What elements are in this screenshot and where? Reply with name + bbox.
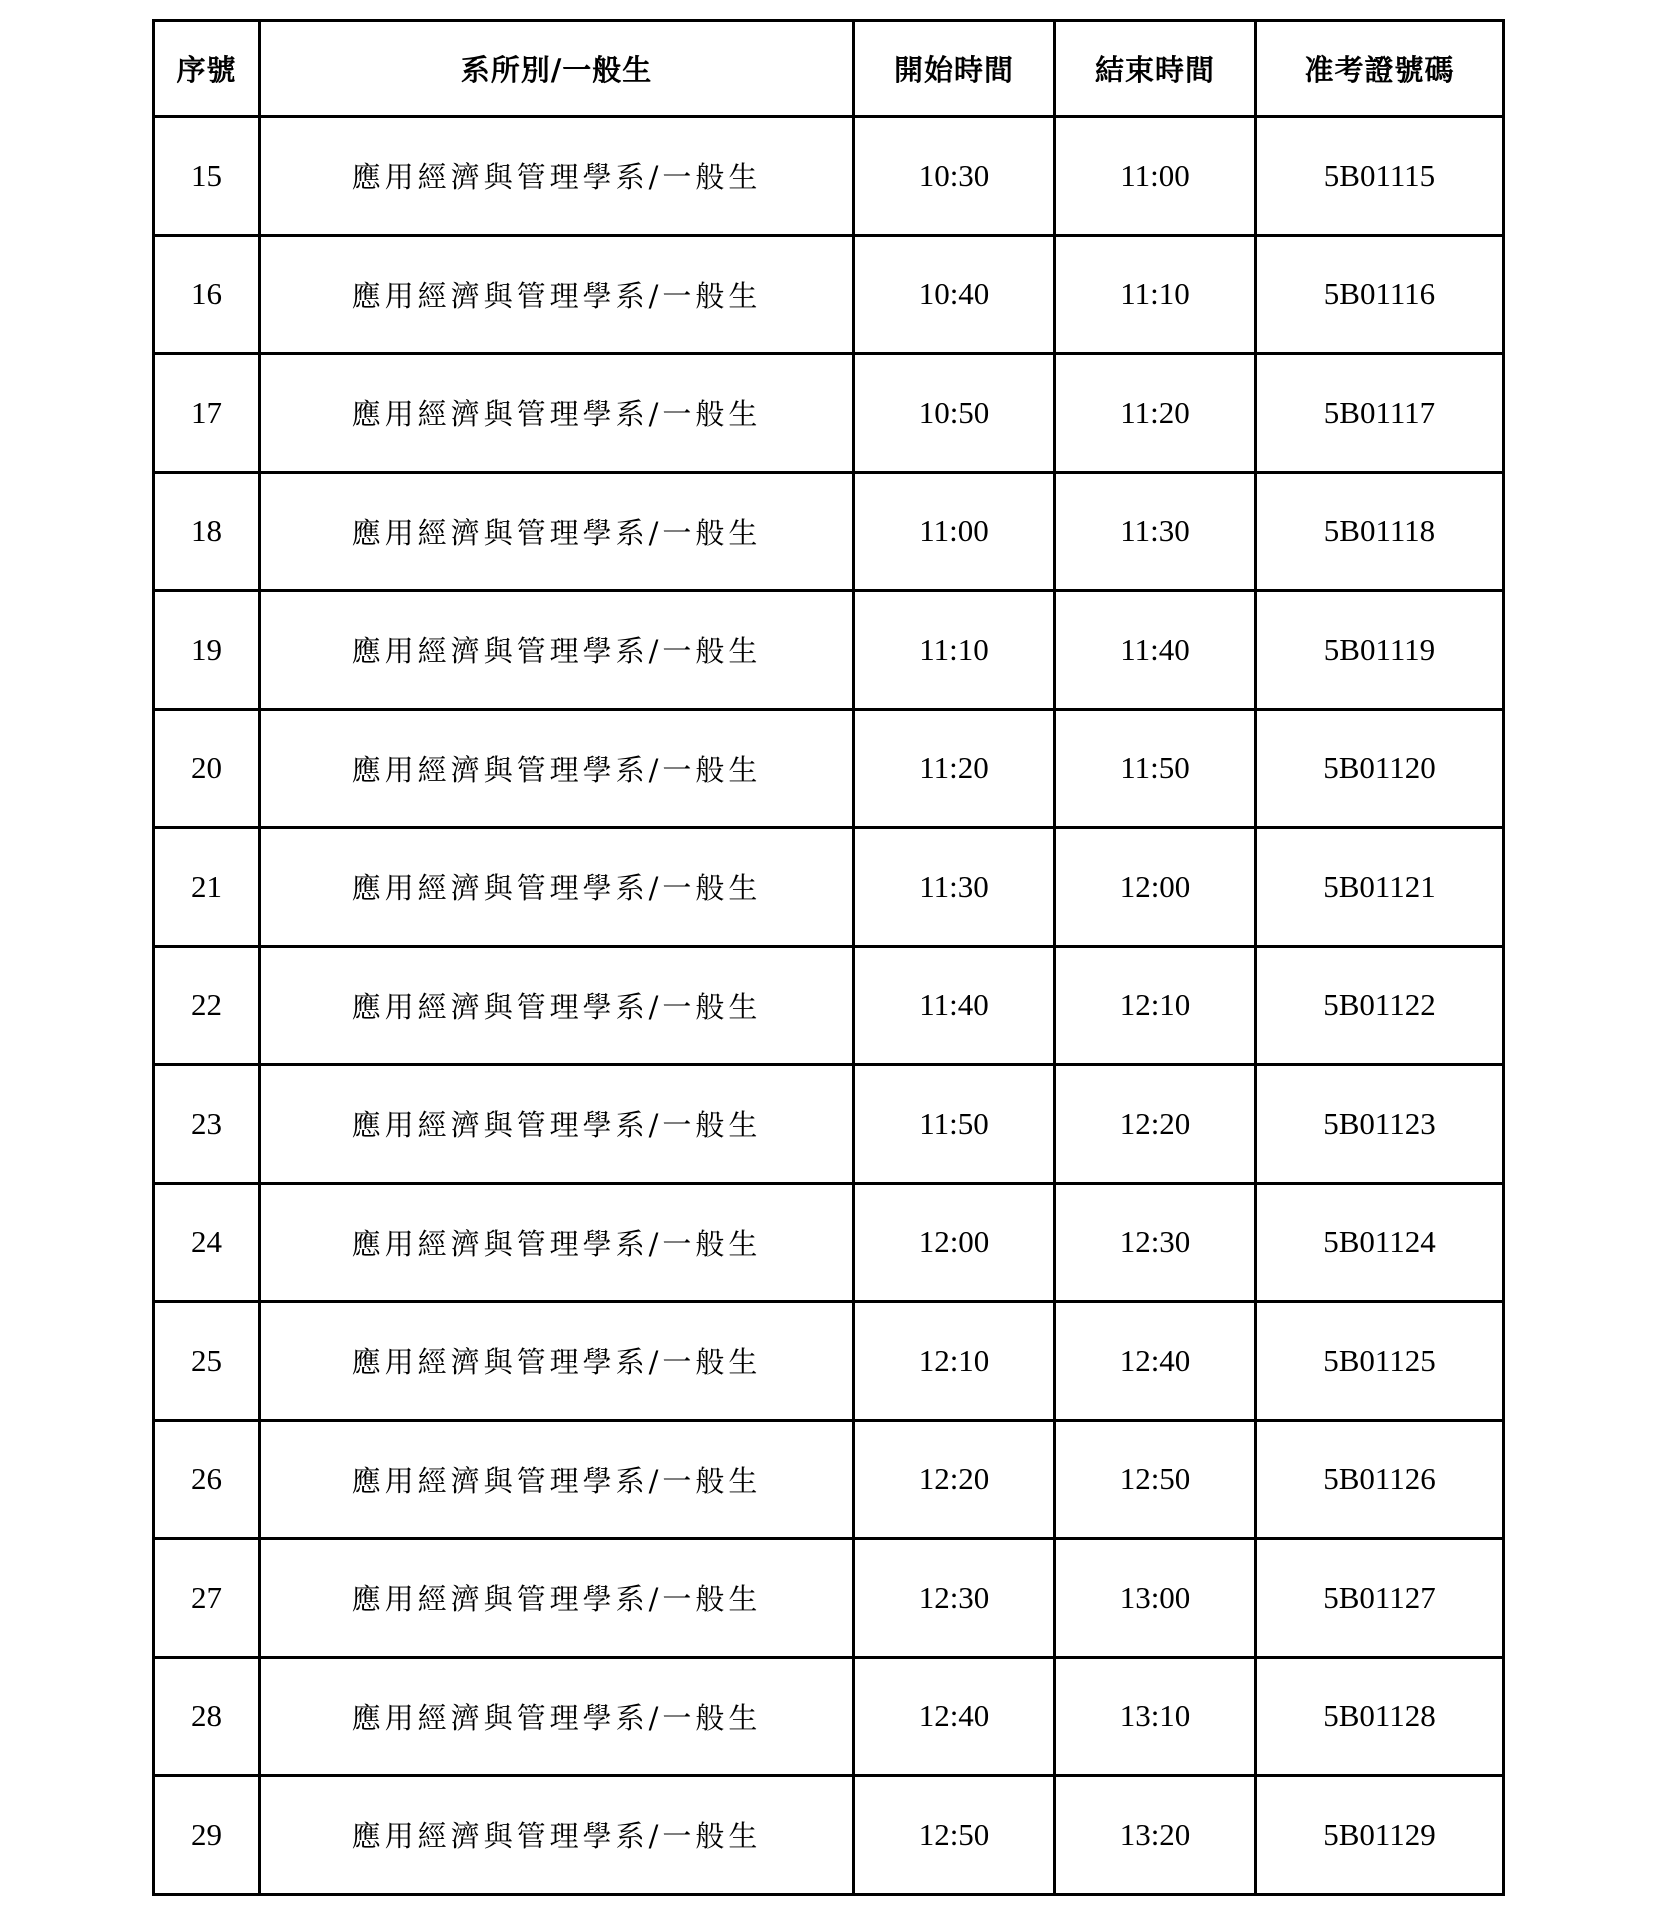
cell-dept: 應用經濟與管理學系/一般生 (260, 828, 854, 947)
header-end-time: 結束時間 (1055, 21, 1256, 117)
cell-end-time: 13:00 (1055, 1539, 1256, 1658)
cell-seq: 24 (154, 1183, 260, 1302)
table-row (154, 235, 1504, 354)
cell-exam-id: 5B01116 (1256, 235, 1504, 354)
table-row (154, 946, 1504, 1065)
cell-exam-id: 5B01129 (1256, 1776, 1504, 1895)
cell-dept: 應用經濟與管理學系/一般生 (260, 946, 854, 1065)
cell-seq: 18 (154, 472, 260, 591)
cell-end-time: 12:40 (1055, 1302, 1256, 1421)
table-row (154, 1776, 1504, 1895)
cell-end-time: 11:20 (1055, 354, 1256, 473)
header-row (154, 21, 1504, 117)
header-seq: 序號 (154, 21, 260, 117)
cell-seq: 17 (154, 354, 260, 473)
header-dept: 系所別/一般生 (260, 21, 854, 117)
table-row (154, 354, 1504, 473)
cell-exam-id: 5B01120 (1256, 709, 1504, 828)
cell-dept: 應用經濟與管理學系/一般生 (260, 1420, 854, 1539)
cell-start-time: 10:40 (854, 235, 1055, 354)
cell-dept: 應用經濟與管理學系/一般生 (260, 1657, 854, 1776)
cell-end-time: 12:00 (1055, 828, 1256, 947)
header-exam-id: 准考證號碼 (1256, 21, 1504, 117)
interview-schedule-table (152, 19, 1505, 1896)
cell-exam-id: 5B01125 (1256, 1302, 1504, 1421)
cell-dept: 應用經濟與管理學系/一般生 (260, 1539, 854, 1658)
cell-dept: 應用經濟與管理學系/一般生 (260, 472, 854, 591)
cell-exam-id: 5B01118 (1256, 472, 1504, 591)
table-row (154, 1302, 1504, 1421)
cell-dept: 應用經濟與管理學系/一般生 (260, 709, 854, 828)
cell-seq: 29 (154, 1776, 260, 1895)
table-row (154, 828, 1504, 947)
table-row (154, 591, 1504, 710)
cell-exam-id: 5B01121 (1256, 828, 1504, 947)
cell-end-time: 12:20 (1055, 1065, 1256, 1184)
cell-start-time: 12:30 (854, 1539, 1055, 1658)
cell-end-time: 11:10 (1055, 235, 1256, 354)
cell-seq: 19 (154, 591, 260, 710)
cell-exam-id: 5B01122 (1256, 946, 1504, 1065)
table-row (154, 1539, 1504, 1658)
cell-start-time: 12:50 (854, 1776, 1055, 1895)
cell-end-time: 12:10 (1055, 946, 1256, 1065)
cell-start-time: 11:40 (854, 946, 1055, 1065)
cell-end-time: 11:30 (1055, 472, 1256, 591)
cell-start-time: 11:10 (854, 591, 1055, 710)
cell-dept: 應用經濟與管理學系/一般生 (260, 1183, 854, 1302)
cell-start-time: 10:50 (854, 354, 1055, 473)
cell-dept: 應用經濟與管理學系/一般生 (260, 1776, 854, 1895)
cell-end-time: 13:20 (1055, 1776, 1256, 1895)
table-row (154, 1657, 1504, 1776)
cell-end-time: 11:40 (1055, 591, 1256, 710)
header-start-time: 開始時間 (854, 21, 1055, 117)
cell-dept: 應用經濟與管理學系/一般生 (260, 117, 854, 236)
table-row (154, 1183, 1504, 1302)
cell-exam-id: 5B01117 (1256, 354, 1504, 473)
cell-start-time: 12:20 (854, 1420, 1055, 1539)
table-body (154, 117, 1504, 1895)
cell-start-time: 10:30 (854, 117, 1055, 236)
cell-exam-id: 5B01124 (1256, 1183, 1504, 1302)
cell-dept: 應用經濟與管理學系/一般生 (260, 354, 854, 473)
cell-seq: 25 (154, 1302, 260, 1421)
cell-exam-id: 5B01126 (1256, 1420, 1504, 1539)
cell-start-time: 12:40 (854, 1657, 1055, 1776)
cell-seq: 16 (154, 235, 260, 354)
cell-start-time: 11:30 (854, 828, 1055, 947)
cell-start-time: 11:20 (854, 709, 1055, 828)
cell-seq: 23 (154, 1065, 260, 1184)
cell-exam-id: 5B01119 (1256, 591, 1504, 710)
table-row (154, 709, 1504, 828)
cell-end-time: 13:10 (1055, 1657, 1256, 1776)
cell-start-time: 12:10 (854, 1302, 1055, 1421)
cell-start-time: 11:00 (854, 472, 1055, 591)
table-row (154, 1065, 1504, 1184)
cell-seq: 28 (154, 1657, 260, 1776)
table-row (154, 472, 1504, 591)
table-row (154, 1420, 1504, 1539)
table-header (154, 21, 1504, 117)
cell-exam-id: 5B01128 (1256, 1657, 1504, 1776)
cell-start-time: 12:00 (854, 1183, 1055, 1302)
cell-end-time: 12:50 (1055, 1420, 1256, 1539)
cell-dept: 應用經濟與管理學系/一般生 (260, 235, 854, 354)
cell-seq: 22 (154, 946, 260, 1065)
cell-seq: 20 (154, 709, 260, 828)
cell-end-time: 12:30 (1055, 1183, 1256, 1302)
table-row (154, 117, 1504, 236)
cell-seq: 27 (154, 1539, 260, 1658)
cell-dept: 應用經濟與管理學系/一般生 (260, 1065, 854, 1184)
cell-end-time: 11:00 (1055, 117, 1256, 236)
cell-end-time: 11:50 (1055, 709, 1256, 828)
cell-seq: 15 (154, 117, 260, 236)
cell-seq: 21 (154, 828, 260, 947)
cell-dept: 應用經濟與管理學系/一般生 (260, 591, 854, 710)
cell-start-time: 11:50 (854, 1065, 1055, 1184)
cell-seq: 26 (154, 1420, 260, 1539)
cell-exam-id: 5B01115 (1256, 117, 1504, 236)
cell-dept: 應用經濟與管理學系/一般生 (260, 1302, 854, 1421)
cell-exam-id: 5B01127 (1256, 1539, 1504, 1658)
cell-exam-id: 5B01123 (1256, 1065, 1504, 1184)
